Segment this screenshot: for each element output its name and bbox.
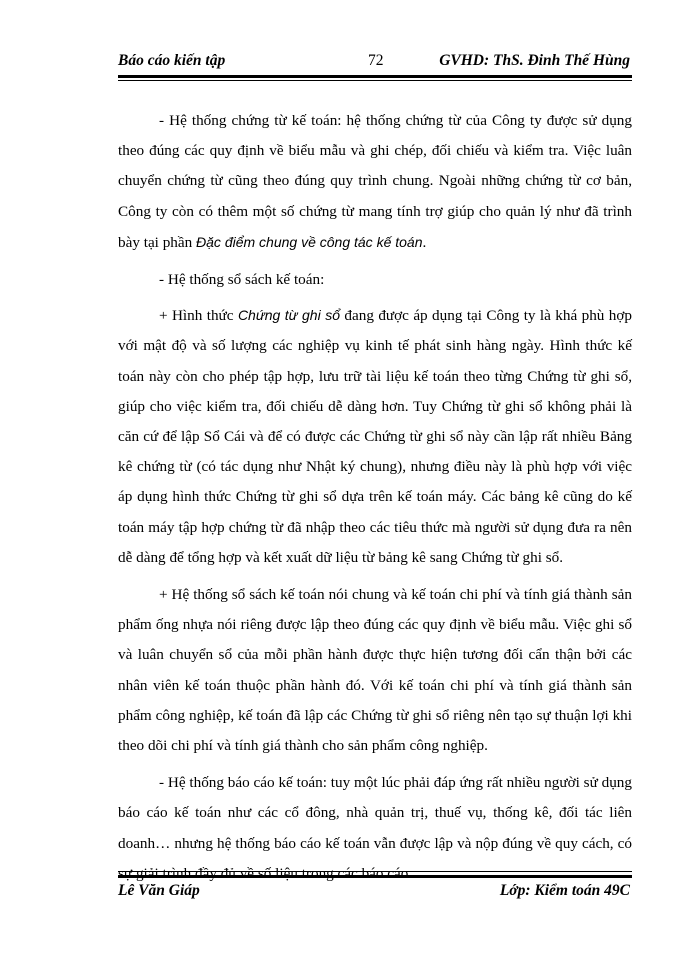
italic-reference: Đặc điểm chung về công tác kế toán bbox=[196, 233, 423, 250]
paragraph-ledger-system: + Hệ thống sổ sách kế toán nói chung và kế toán chi phí và tính giá thành sản phẩm ống nhựa nói riêng được lập theo đúng các quy định về biểu mẫu. Việc ghi sổ và luân chuyển sổ của mỗi phần hành được thực hiện tương đối cẩn thận bởi các nhân viên kế toán thuộc phần hành đó. Với kế toán chi phí và tính giá thành sản phẩm công nghiệp, kế toán đã lập các Chứng từ ghi sổ riêng nên tạo sự thuận lợi khi theo dõi chi phí và tính giá thành cho sản phẩm công nghiệp. bbox=[118, 586, 632, 755]
advisor-label: GVHD: ThS. Đinh Thế Hùng bbox=[439, 52, 630, 69]
footer-rule-thick bbox=[118, 875, 632, 878]
italic-term: Chứng từ ghi sổ bbox=[237, 307, 340, 324]
page-footer bbox=[118, 882, 632, 906]
page-number: 72 bbox=[368, 52, 384, 69]
author-name: Lê Văn Giáp bbox=[118, 882, 200, 899]
header-rule-thin bbox=[118, 80, 632, 81]
class-label: Lớp: Kiểm toán 49C bbox=[499, 882, 630, 899]
paragraph-ledger-heading: - Hệ thống sổ sách kế toán: bbox=[159, 271, 325, 289]
page-header bbox=[118, 52, 632, 76]
paragraph-reporting-system: - Hệ thống báo cáo kế toán: tuy một lúc phải đáp ứng rất nhiều người sử dụng báo cáo kế toán như các cổ đông, nhà quản trị, thuế vụ, thống kê, đối tác liên doanh… nhưng hệ thống báo cáo kế toán vẫn được lập và nộp đúng về quy cách, có sự giải trình đầy đủ về số liệu trong các báo cáo. bbox=[118, 774, 632, 882]
footer-rule-thin bbox=[118, 871, 632, 872]
header-rule-thick bbox=[118, 75, 632, 78]
report-title: Báo cáo kiến tập bbox=[118, 52, 226, 69]
paragraph-voucher-form: + Hình thức Chứng từ ghi sổ đang được áp dụng tại Công ty là khá phù hợp với mật độ và số lượng các nghiệp vụ kinh tế phát sinh hàng ngày. Hình thức kế toán này còn cho phép tập hợp, lưu trữ tài liệu kế toán theo từng Chứng từ ghi sổ, giúp cho việc kiểm tra, đối chiếu dễ dàng hơn. Tuy Chứng từ ghi sổ không phải là căn cứ để lập Sổ Cái và để có được các Chứng từ ghi sổ này cần lập rất nhiều Bảng kê chứng từ (có tác dụng như Nhật ký chung), nhưng điều này là phù hợp với việc áp dụng hình thức Chứng từ ghi sổ dựa trên kế toán máy. Các bảng kê cũng do kế toán máy tập hợp chứng từ đã nhập theo các tiêu thức mà người sử dụng đưa ra nên dễ dàng để tổng hợp và kết xuất dữ liệu từ bảng kê sang Chứng từ ghi sổ. bbox=[118, 307, 633, 566]
page-body bbox=[118, 106, 632, 896]
paragraph-accounting-vouchers: - Hệ thống chứng từ kế toán: hệ thống chứng từ của Công ty được sử dụng theo đúng các quy định về biểu mẫu và ghi chép, đối chiếu và kiểm tra. Việc luân chuyển chứng từ cũng theo đúng quy trình chung. Ngoài những chứng từ cơ bản, Công ty còn có thêm một số chứng từ mang tính trợ giúp cho quản lý như đã trình bày tại phần Đặc điểm chung về công tác kế toán. bbox=[118, 112, 632, 251]
